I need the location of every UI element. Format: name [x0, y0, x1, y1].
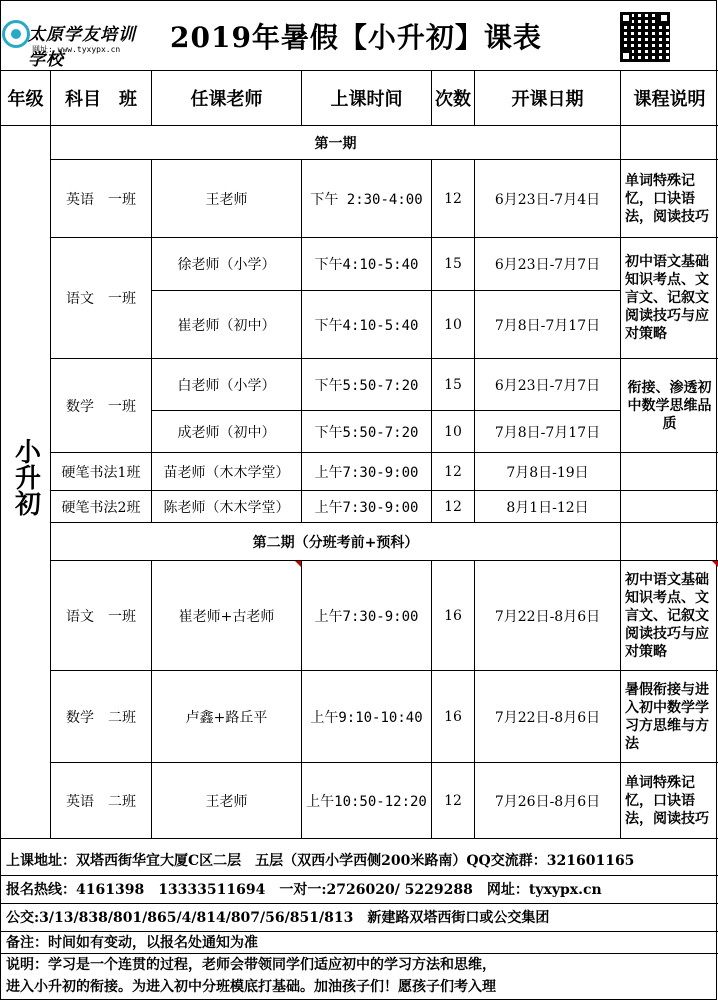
time-cell: 下午4:10-5:40 — [302, 291, 432, 359]
date-cell: 7月8日-19日 — [475, 453, 621, 491]
table-row — [1, 238, 718, 291]
teacher-cell: 徐老师（小学） — [152, 238, 302, 291]
date-cell: 7月22日-8月6日 — [475, 671, 621, 763]
footer-hotline: 报名热线：4161398 13333511694 一对一:2726020/ 5229288 网址：tyxypx.cn — [0, 876, 718, 904]
table-row — [1, 671, 718, 763]
date-cell: 7月22日-8月6日 — [475, 561, 621, 671]
teacher-cell: 白老师（小学） — [152, 359, 302, 411]
teacher-cell: 崔老师（初中） — [152, 291, 302, 359]
time-cell: 上午9:10-10:40 — [302, 671, 432, 763]
subject-cell: 英语 二班 — [51, 763, 152, 839]
col-header-grade: 年级 — [1, 71, 51, 126]
period2-title-empty — [621, 523, 718, 561]
desc-cell: 初中语文基础知识考点、文言文、记叙文阅读技巧与应对策略 — [621, 561, 718, 671]
col-header-subject: 科目 班 — [51, 71, 152, 126]
col-header-teacher: 任课老师 — [152, 71, 302, 126]
subject-cell: 英语 一班 — [51, 160, 152, 238]
period1-title: 第一期 — [51, 126, 621, 160]
date-cell: 7月26日-8月6日 — [475, 763, 621, 839]
subject-cell: 数学 一班 — [51, 359, 152, 453]
desc-cell: 暑假衔接与进入初中数学学习方思维与方法 — [621, 671, 718, 763]
logo-url: 网址: www.tyxypx.cn — [32, 45, 121, 54]
teacher-cell: 苗老师（木木学堂） — [152, 453, 302, 491]
subject-cell: 语文 一班 — [51, 238, 152, 359]
header — [0, 0, 718, 71]
date-cell: 7月8日-7月17日 — [475, 291, 621, 359]
page-title: 2019年暑假【小升初】课表 — [170, 21, 542, 54]
table-row — [1, 160, 718, 238]
grade-label — [1, 438, 50, 526]
date-cell: 7月8日-7月17日 — [475, 411, 621, 453]
logo-icon — [2, 20, 30, 48]
grade-cell — [1, 126, 51, 839]
qr-code-icon — [620, 12, 670, 62]
desc-cell: 单词特殊记忆，口诀语法，阅读技巧 — [621, 763, 718, 839]
table-header-row — [1, 71, 718, 126]
time-cell: 下午5:50-7:20 — [302, 359, 432, 411]
desc-cell: 衔接、渗透初中数学思维品质 — [621, 359, 718, 453]
teacher-cell: 成老师（初中） — [152, 411, 302, 453]
footer-explain-line2: 进入小升初的衔接。为进入初中分班模底打基础。加油孩子们！愿孩子们考入理 — [6, 979, 496, 995]
teacher-cell: 王老师 — [152, 160, 302, 238]
teacher-cell: 卢鑫+路丘平 — [152, 671, 302, 763]
period2-title-row — [1, 523, 718, 561]
time-cell: 下午5:50-7:20 — [302, 411, 432, 453]
subject-cell: 语文 一班 — [51, 561, 152, 671]
date-cell: 6月23日-7月7日 — [475, 238, 621, 291]
date-cell: 6月23日-7月4日 — [475, 160, 621, 238]
count-cell: 10 — [432, 291, 475, 359]
desc-cell: 初中语文基础知识考点、文言文、记叙文阅读技巧与应对策略 — [621, 238, 718, 359]
footer-address: 上课地址：双塔西街华宜大厦C区二层 五层（双西小学西侧200米路南）QQ交流群：321601165 — [0, 846, 718, 876]
subject-cell: 硬笔书法2班 — [51, 491, 152, 523]
time-cell: 上午7:30-9:00 — [302, 453, 432, 491]
school-logo — [2, 12, 150, 70]
time-cell: 上午10:50-12:20 — [302, 763, 432, 839]
teacher-cell: 崔老师+古老师 — [152, 561, 302, 671]
col-header-time: 上课时间 — [302, 71, 432, 126]
logo-name: 太原学友培训学校 — [28, 25, 136, 70]
col-header-desc: 课程说明 — [621, 71, 718, 126]
table-row — [1, 359, 718, 411]
teacher-cell: 陈老师（木木学堂） — [152, 491, 302, 523]
teacher-cell: 王老师 — [152, 763, 302, 839]
time-cell: 下午 2:30-4:00 — [302, 160, 432, 238]
desc-cell — [621, 491, 718, 523]
subject-cell: 数学 二班 — [51, 671, 152, 763]
count-cell: 12 — [432, 763, 475, 839]
table-row — [1, 763, 718, 839]
count-cell: 12 — [432, 453, 475, 491]
time-cell: 下午4:10-5:40 — [302, 238, 432, 291]
count-cell: 12 — [432, 160, 475, 238]
grade-text: 小升初 — [10, 438, 41, 516]
table-row — [1, 491, 718, 523]
table-row — [1, 453, 718, 491]
period2-title: 第二期（分班考前+预科） — [51, 523, 621, 561]
time-cell: 上午7:30-9:00 — [302, 491, 432, 523]
period1-title-empty — [621, 126, 718, 160]
col-header-date: 开课日期 — [475, 71, 621, 126]
date-cell: 6月23日-7月7日 — [475, 359, 621, 411]
period1-title-row — [1, 126, 718, 160]
desc-cell — [621, 453, 718, 491]
subject-cell: 硬笔书法1班 — [51, 453, 152, 491]
schedule-table — [0, 70, 718, 839]
desc-cell: 单词特殊记忆，口诀语法，阅读技巧 — [621, 160, 718, 238]
footer-explain-line1: 说明：学习是一个连贯的过程，老师会带领同学们适应初中的学习方法和思维， — [6, 957, 496, 973]
count-cell: 15 — [432, 238, 475, 291]
col-header-count: 次数 — [432, 71, 475, 126]
count-cell: 12 — [432, 491, 475, 523]
count-cell: 16 — [432, 671, 475, 763]
footer-bus: 公交:3/13/838/801/865/4/814/807/56/851/813 新建路双塔西街口或公交集团 — [0, 904, 718, 932]
date-cell: 8月1日-12日 — [475, 491, 621, 523]
count-cell: 16 — [432, 561, 475, 671]
count-cell: 15 — [432, 359, 475, 411]
footer-note: 备注：时间如有变动，以报名处通知为准 — [0, 932, 718, 954]
table-row — [1, 561, 718, 671]
count-cell: 10 — [432, 411, 475, 453]
time-cell: 上午7:30-9:00 — [302, 561, 432, 671]
